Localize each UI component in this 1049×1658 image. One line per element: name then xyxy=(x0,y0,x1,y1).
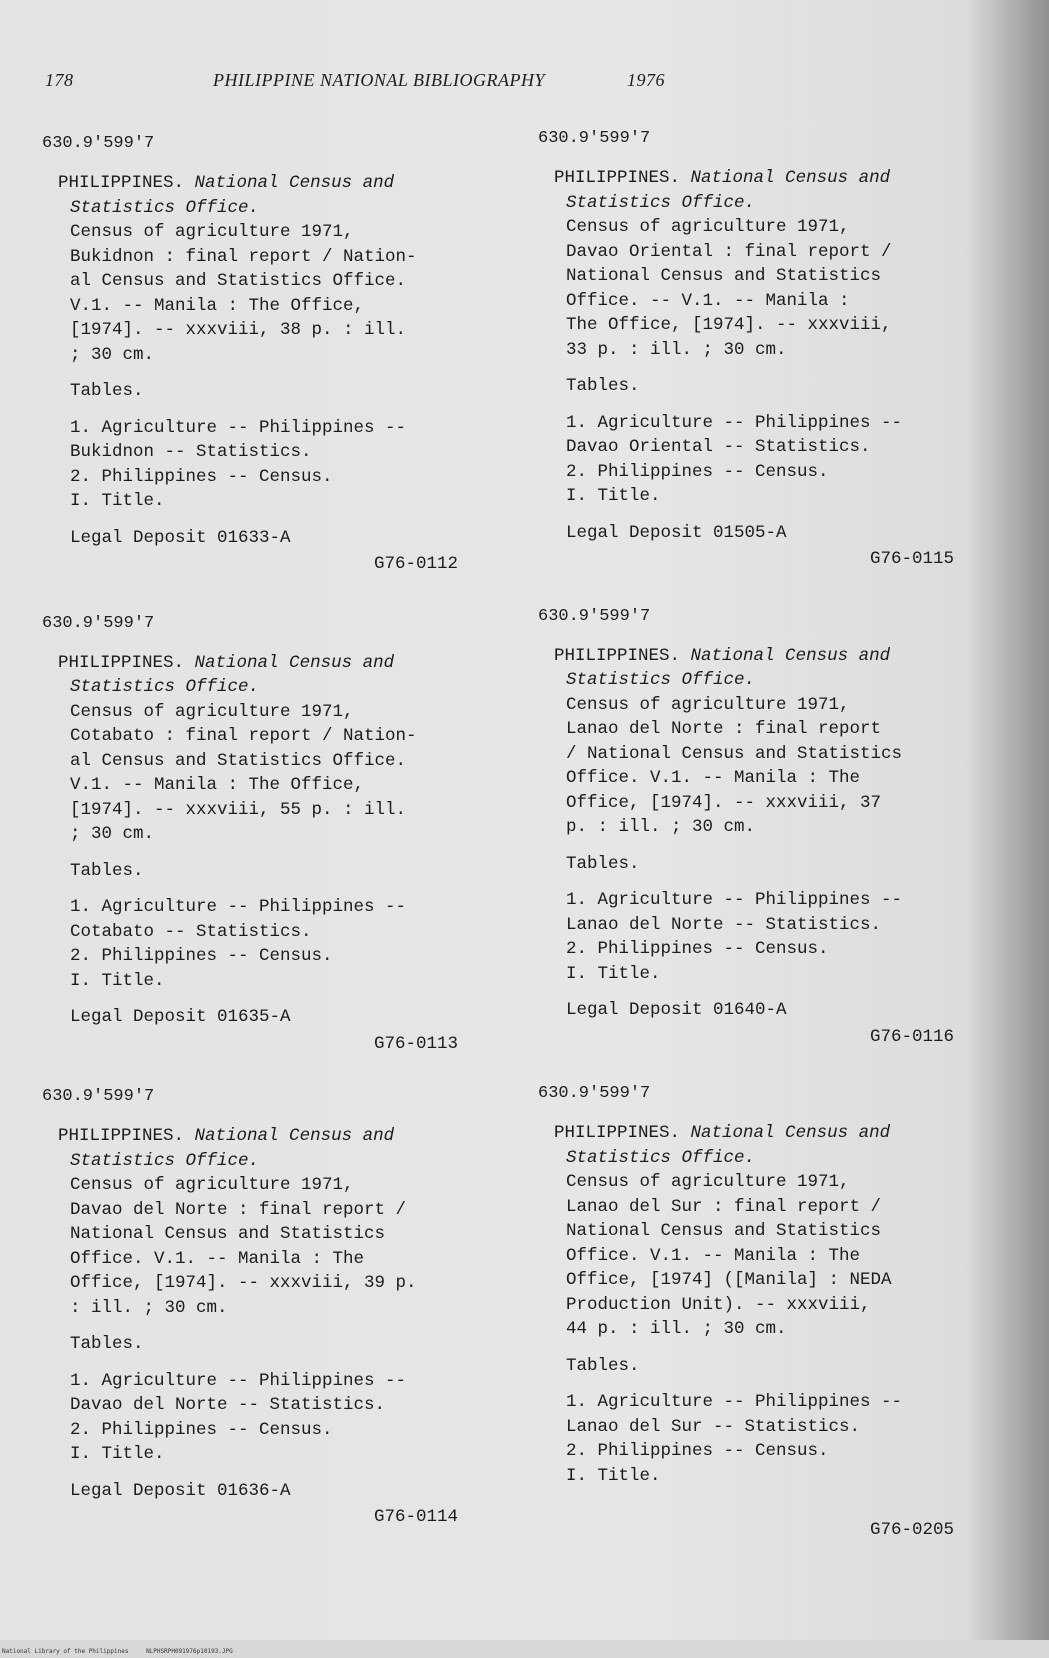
entry-heading xyxy=(554,1121,978,1170)
control-number: G76-0205 xyxy=(869,1520,954,1540)
description-line: Cotabato : final report / Nation- xyxy=(70,726,417,746)
description xyxy=(554,215,978,362)
description-line: Lanao del Sur : final report / xyxy=(566,1196,882,1217)
subject-line: 2. Philippines -- Census. xyxy=(566,461,829,482)
legal-deposit: Legal Deposit 01633-A xyxy=(70,527,291,548)
corporate-subunit-cont: Statistics Office. xyxy=(566,192,756,213)
subject-line: I. Title. xyxy=(70,1444,165,1464)
subject-line: 1. Agriculture -- Philippines -- xyxy=(70,417,407,438)
call-number: 630.9'599'7 xyxy=(538,606,651,626)
legal-deposit: Legal Deposit 01505-A xyxy=(566,522,787,543)
corporate-subunit-cont: Statistics Office. xyxy=(566,1147,756,1168)
subject-line: 2. Philippines -- Census. xyxy=(70,1419,333,1440)
corporate-subunit-cont: Statistics Office. xyxy=(70,1150,260,1171)
entry-heading xyxy=(58,651,482,700)
subject-line: 1. Agriculture -- Philippines -- xyxy=(566,1392,903,1412)
entry-heading xyxy=(554,644,978,693)
subject-line: 1. Agriculture -- Philippines -- xyxy=(70,897,407,917)
entry-heading xyxy=(58,1124,482,1173)
description xyxy=(554,693,978,840)
corporate-author: PHILIPPINES. xyxy=(554,1123,681,1143)
description-line: Census of agriculture 1971, xyxy=(70,701,354,722)
control-number: G76-0112 xyxy=(373,554,458,574)
entry-body xyxy=(42,171,482,577)
entry-body xyxy=(42,651,482,1057)
catalog-entry xyxy=(538,128,978,572)
page-year: 1976 xyxy=(627,70,665,90)
description-line: Production Unit). -- xxxviii, xyxy=(566,1294,871,1315)
entry-body xyxy=(538,166,978,572)
subject-line: Davao del Norte -- Statistics. xyxy=(70,1395,386,1415)
description-line: Census of agriculture 1971, xyxy=(70,222,354,242)
subject-line: I. Title. xyxy=(566,1465,661,1486)
legal-deposit: Legal Deposit 01640-A xyxy=(566,1000,787,1020)
tables-note: Tables. xyxy=(70,381,144,401)
description-line: V.1. -- Manila : The Office, xyxy=(70,295,365,316)
description-line: The Office, [1974]. -- xxxviii, xyxy=(566,315,892,335)
subject-line: 2. Philippines -- Census. xyxy=(70,466,333,487)
description-line: National Census and Statistics xyxy=(70,1224,386,1244)
call-number: 630.9'599'7 xyxy=(538,1084,651,1103)
description-line: al Census and Statistics Office. xyxy=(70,271,407,291)
description-line: National Census and Statistics xyxy=(566,1221,882,1241)
subject-tracings xyxy=(58,1369,482,1467)
description-line: Bukidnon : final report / Nation- xyxy=(70,246,417,267)
control-number: G76-0116 xyxy=(869,1026,954,1047)
page-number: 178 xyxy=(45,70,74,90)
subject-line: 1. Agriculture -- Philippines -- xyxy=(70,1370,407,1391)
corporate-author: PHILIPPINES. xyxy=(58,1126,185,1146)
description-line: National Census and Statistics xyxy=(566,266,882,286)
description-line: Davao del Norte : final report / xyxy=(70,1199,407,1220)
corporate-subunit: National Census and xyxy=(690,645,891,666)
subject-line: Lanao del Sur -- Statistics. xyxy=(566,1416,861,1437)
catalog-entry xyxy=(42,1086,482,1530)
subject-line: I. Title. xyxy=(566,963,661,984)
control-number: G76-0114 xyxy=(373,1507,458,1527)
description-line: Office. V.1. -- Manila : The xyxy=(566,1245,861,1266)
corporate-subunit-cont: Statistics Office. xyxy=(70,677,260,697)
subject-line: I. Title. xyxy=(70,970,165,991)
call-number: 630.9'599'7 xyxy=(538,129,651,148)
description xyxy=(58,1173,482,1320)
description-line: Davao Oriental : final report / xyxy=(566,241,892,262)
description-line: ; 30 cm. xyxy=(70,824,155,844)
catalog-entry xyxy=(538,1083,978,1543)
subject-line: 2. Philippines -- Census. xyxy=(566,939,829,959)
subject-line: 2. Philippines -- Census. xyxy=(566,1441,829,1461)
description-line: 33 p. : ill. ; 30 cm. xyxy=(566,339,787,360)
description-line: Census of agriculture 1971, xyxy=(566,694,850,715)
page-title: PHILIPPINE NATIONAL BIBLIOGRAPHY xyxy=(213,70,545,90)
description-line: Census of agriculture 1971, xyxy=(566,1172,850,1192)
library-credit: National Library of the Philippines xyxy=(2,1648,129,1655)
description xyxy=(58,220,482,367)
description-line: Office. V.1. -- Manila : The xyxy=(566,768,861,788)
corporate-subunit: National Census and xyxy=(194,652,395,673)
control-number: G76-0113 xyxy=(373,1033,458,1054)
description-line: p. : ill. ; 30 cm. xyxy=(566,817,756,837)
corporate-author: PHILIPPINES. xyxy=(58,173,185,193)
subject-line: 1. Agriculture -- Philippines -- xyxy=(566,890,903,910)
subject-tracings xyxy=(554,888,978,986)
tables-note: Tables. xyxy=(566,376,640,396)
description-line: Census of agriculture 1971, xyxy=(70,1175,354,1195)
subject-tracings xyxy=(58,895,482,993)
legal-deposit: Legal Deposit 01636-A xyxy=(70,1480,291,1501)
description-line: Office, [1974]. -- xxxviii, 37 xyxy=(566,792,882,813)
subject-line: I. Title. xyxy=(566,486,661,506)
corporate-subunit: National Census and xyxy=(194,1126,395,1146)
description xyxy=(58,700,482,847)
subject-tracings xyxy=(554,411,978,509)
call-number: 630.9'599'7 xyxy=(42,1087,155,1106)
legal-deposit: Legal Deposit 01635-A xyxy=(70,1007,291,1027)
control-number: G76-0115 xyxy=(869,549,954,569)
description-line: [1974]. -- xxxviii, 38 p. : ill. xyxy=(70,320,407,340)
description xyxy=(554,1170,978,1342)
subject-line: Bukidnon -- Statistics. xyxy=(70,442,312,462)
description-line: [1974]. -- xxxviii, 55 p. : ill. xyxy=(70,799,407,820)
description-line: Office. -- V.1. -- Manila : xyxy=(566,290,850,311)
description-line: ; 30 cm. xyxy=(70,344,155,365)
corporate-subunit: National Census and xyxy=(194,173,395,193)
subject-tracings xyxy=(58,416,482,514)
corporate-subunit: National Census and xyxy=(690,1123,891,1143)
entry-body xyxy=(538,644,978,1050)
left-column xyxy=(42,133,482,1530)
subject-line: 1. Agriculture -- Philippines -- xyxy=(566,412,903,433)
tables-note: Tables. xyxy=(566,1355,640,1376)
subject-tracings xyxy=(554,1390,978,1488)
tables-note: Tables. xyxy=(70,1334,144,1354)
entry-heading xyxy=(554,166,978,215)
call-number: 630.9'599'7 xyxy=(42,613,155,633)
description-line: Office. V.1. -- Manila : The xyxy=(70,1248,365,1269)
description-line: Lanao del Norte : final report xyxy=(566,719,882,739)
subject-line: I. Title. xyxy=(70,491,165,511)
entry-body xyxy=(538,1121,978,1543)
right-column xyxy=(538,128,978,1543)
entry-body xyxy=(42,1124,482,1530)
corporate-subunit-cont: Statistics Office. xyxy=(566,670,756,690)
corporate-subunit: National Census and xyxy=(690,168,891,188)
corporate-author: PHILIPPINES. xyxy=(58,652,185,673)
description-line: / National Census and Statistics xyxy=(566,743,903,764)
description-line: 44 p. : ill. ; 30 cm. xyxy=(566,1319,787,1339)
page-header xyxy=(45,70,745,100)
description-line: Office, [1974] ([Manila] : NEDA xyxy=(566,1270,892,1290)
catalog-entry xyxy=(42,133,482,577)
description-line: V.1. -- Manila : The Office, xyxy=(70,775,365,795)
corporate-author: PHILIPPINES. xyxy=(554,645,681,666)
description-line: : ill. ; 30 cm. xyxy=(70,1297,228,1318)
subject-line: 2. Philippines -- Census. xyxy=(70,946,333,966)
description-line: Census of agriculture 1971, xyxy=(566,217,850,237)
scan-footer xyxy=(2,1648,402,1655)
catalog-entry xyxy=(42,613,482,1057)
tables-note: Tables. xyxy=(70,860,144,881)
tables-note: Tables. xyxy=(566,853,640,874)
entry-heading xyxy=(58,171,482,220)
description-line: al Census and Statistics Office. xyxy=(70,750,407,771)
call-number: 630.9'599'7 xyxy=(42,134,155,153)
corporate-subunit-cont: Statistics Office. xyxy=(70,197,260,218)
corporate-author: PHILIPPINES. xyxy=(554,168,681,188)
description-line: Office, [1974]. -- xxxviii, 39 p. xyxy=(70,1273,417,1293)
subject-line: Cotabato -- Statistics. xyxy=(70,921,312,942)
subject-line: Lanao del Norte -- Statistics. xyxy=(566,914,882,935)
file-id: NLPHSRPH091976p10193.JPG xyxy=(146,1648,233,1655)
catalog-entry xyxy=(538,606,978,1050)
subject-line: Davao Oriental -- Statistics. xyxy=(566,437,871,457)
